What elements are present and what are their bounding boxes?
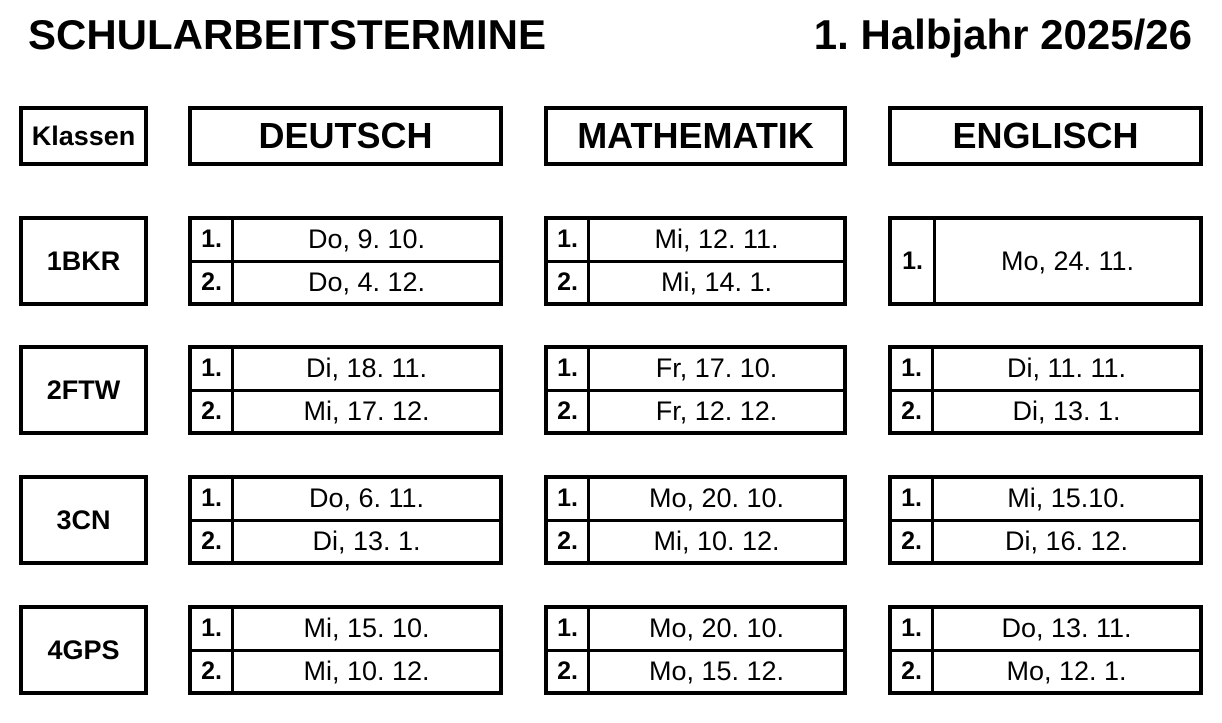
exam-number: 1.	[192, 220, 234, 260]
exam-row	[548, 479, 843, 519]
exam-date: Mo, 20. 10.	[648, 483, 785, 514]
exam-number: 1.	[892, 479, 934, 519]
exam-row	[548, 260, 843, 303]
deutsch-dates-4gps	[188, 605, 503, 695]
exam-row	[548, 649, 843, 692]
deutsch-dates-3cn	[188, 475, 503, 565]
exam-row	[192, 389, 499, 432]
exam-number: 2.	[548, 652, 590, 692]
exam-row	[192, 220, 499, 260]
exam-date: Di, 16. 12.	[1004, 525, 1129, 556]
exam-date: Mi, 12. 11.	[654, 224, 779, 255]
exam-date: Do, 13. 11.	[1001, 613, 1132, 644]
exam-row	[548, 389, 843, 432]
exam-number: 1.	[548, 479, 590, 519]
exam-date: Fr, 12. 12.	[655, 395, 778, 426]
exam-number: 2.	[192, 652, 234, 692]
englisch-dates-1bkr	[888, 216, 1203, 306]
exam-row	[192, 479, 499, 519]
exam-row	[892, 649, 1199, 692]
period-title: 1. Halbjahr 2025/26	[813, 11, 1192, 58]
exam-number: 1.	[892, 349, 934, 389]
englisch-dates-2ftw	[888, 345, 1203, 435]
englisch-dates-3cn	[888, 475, 1203, 565]
englisch-dates-4gps	[888, 605, 1203, 695]
exam-date: Mo, 12. 1.	[1006, 655, 1127, 686]
exam-number: 2.	[192, 263, 234, 303]
page-title: SCHULARBEITSTERMINE	[28, 11, 547, 58]
exam-row	[192, 649, 499, 692]
exam-number: 1.	[192, 479, 234, 519]
class-label-2ftw: 2FTW	[19, 345, 148, 435]
exam-date: Mi, 10. 12.	[653, 525, 780, 556]
exam-date: Do, 9. 10.	[307, 224, 426, 255]
exam-number: 2.	[192, 392, 234, 432]
exam-date: Mi, 14. 1.	[660, 266, 773, 297]
exam-date: Mo, 24. 11.	[1000, 245, 1135, 276]
exam-row	[892, 389, 1199, 432]
mathematik-dates-2ftw	[544, 345, 847, 435]
exam-number: 1.	[892, 220, 936, 302]
exam-row	[892, 609, 1199, 649]
exam-date: Di, 18. 11.	[305, 353, 428, 384]
exam-number: 2.	[192, 522, 234, 562]
exam-date: Do, 6. 11.	[308, 483, 425, 514]
exam-date: Di, 13. 1.	[1012, 395, 1121, 426]
exam-number: 2.	[548, 263, 590, 303]
exam-date: Mo, 20. 10.	[648, 613, 785, 644]
exam-number: 1.	[548, 349, 590, 389]
exam-date: Di, 13. 1.	[312, 525, 421, 556]
exam-row	[192, 519, 499, 562]
exam-number: 1.	[892, 609, 934, 649]
class-label-4gps: 4GPS	[19, 605, 148, 695]
mathematik-dates-1bkr	[544, 216, 847, 306]
exam-number: 1.	[548, 609, 590, 649]
header-klassen: Klassen	[19, 106, 148, 166]
class-label-1bkr: 1BKR	[19, 216, 148, 306]
exam-number: 2.	[892, 652, 934, 692]
exam-date: Mo, 15. 12.	[648, 655, 785, 686]
exam-number: 2.	[892, 392, 934, 432]
exam-number: 1.	[548, 220, 590, 260]
exam-date: Mi, 10. 12.	[303, 655, 430, 686]
exam-row	[892, 220, 1199, 302]
exam-number: 1.	[192, 609, 234, 649]
header-mathematik: MATHEMATIK	[544, 106, 847, 166]
exam-row	[892, 519, 1199, 562]
mathematik-dates-4gps	[544, 605, 847, 695]
exam-date: Fr, 17. 10.	[655, 353, 778, 384]
exam-row	[548, 349, 843, 389]
exam-number: 1.	[192, 349, 234, 389]
header-deutsch: DEUTSCH	[188, 106, 503, 166]
exam-row	[892, 349, 1199, 389]
exam-date: Do, 4. 12.	[307, 266, 426, 297]
deutsch-dates-2ftw	[188, 345, 503, 435]
header-englisch: ENGLISCH	[888, 106, 1203, 166]
exam-date: Mi, 15.10.	[1007, 483, 1126, 514]
exam-row	[548, 220, 843, 260]
exam-date: Mi, 15. 10.	[303, 613, 430, 644]
exam-date: Di, 11. 11.	[1006, 353, 1127, 384]
exam-row	[892, 479, 1199, 519]
exam-row	[548, 609, 843, 649]
exam-number: 2.	[548, 392, 590, 432]
exam-row	[192, 349, 499, 389]
exam-number: 2.	[892, 522, 934, 562]
mathematik-dates-3cn	[544, 475, 847, 565]
exam-row	[192, 609, 499, 649]
exam-date: Mi, 17. 12.	[303, 395, 430, 426]
deutsch-dates-1bkr	[188, 216, 503, 306]
exam-number: 2.	[548, 522, 590, 562]
exam-row	[192, 260, 499, 303]
exam-row	[548, 519, 843, 562]
class-label-3cn: 3CN	[19, 475, 148, 565]
